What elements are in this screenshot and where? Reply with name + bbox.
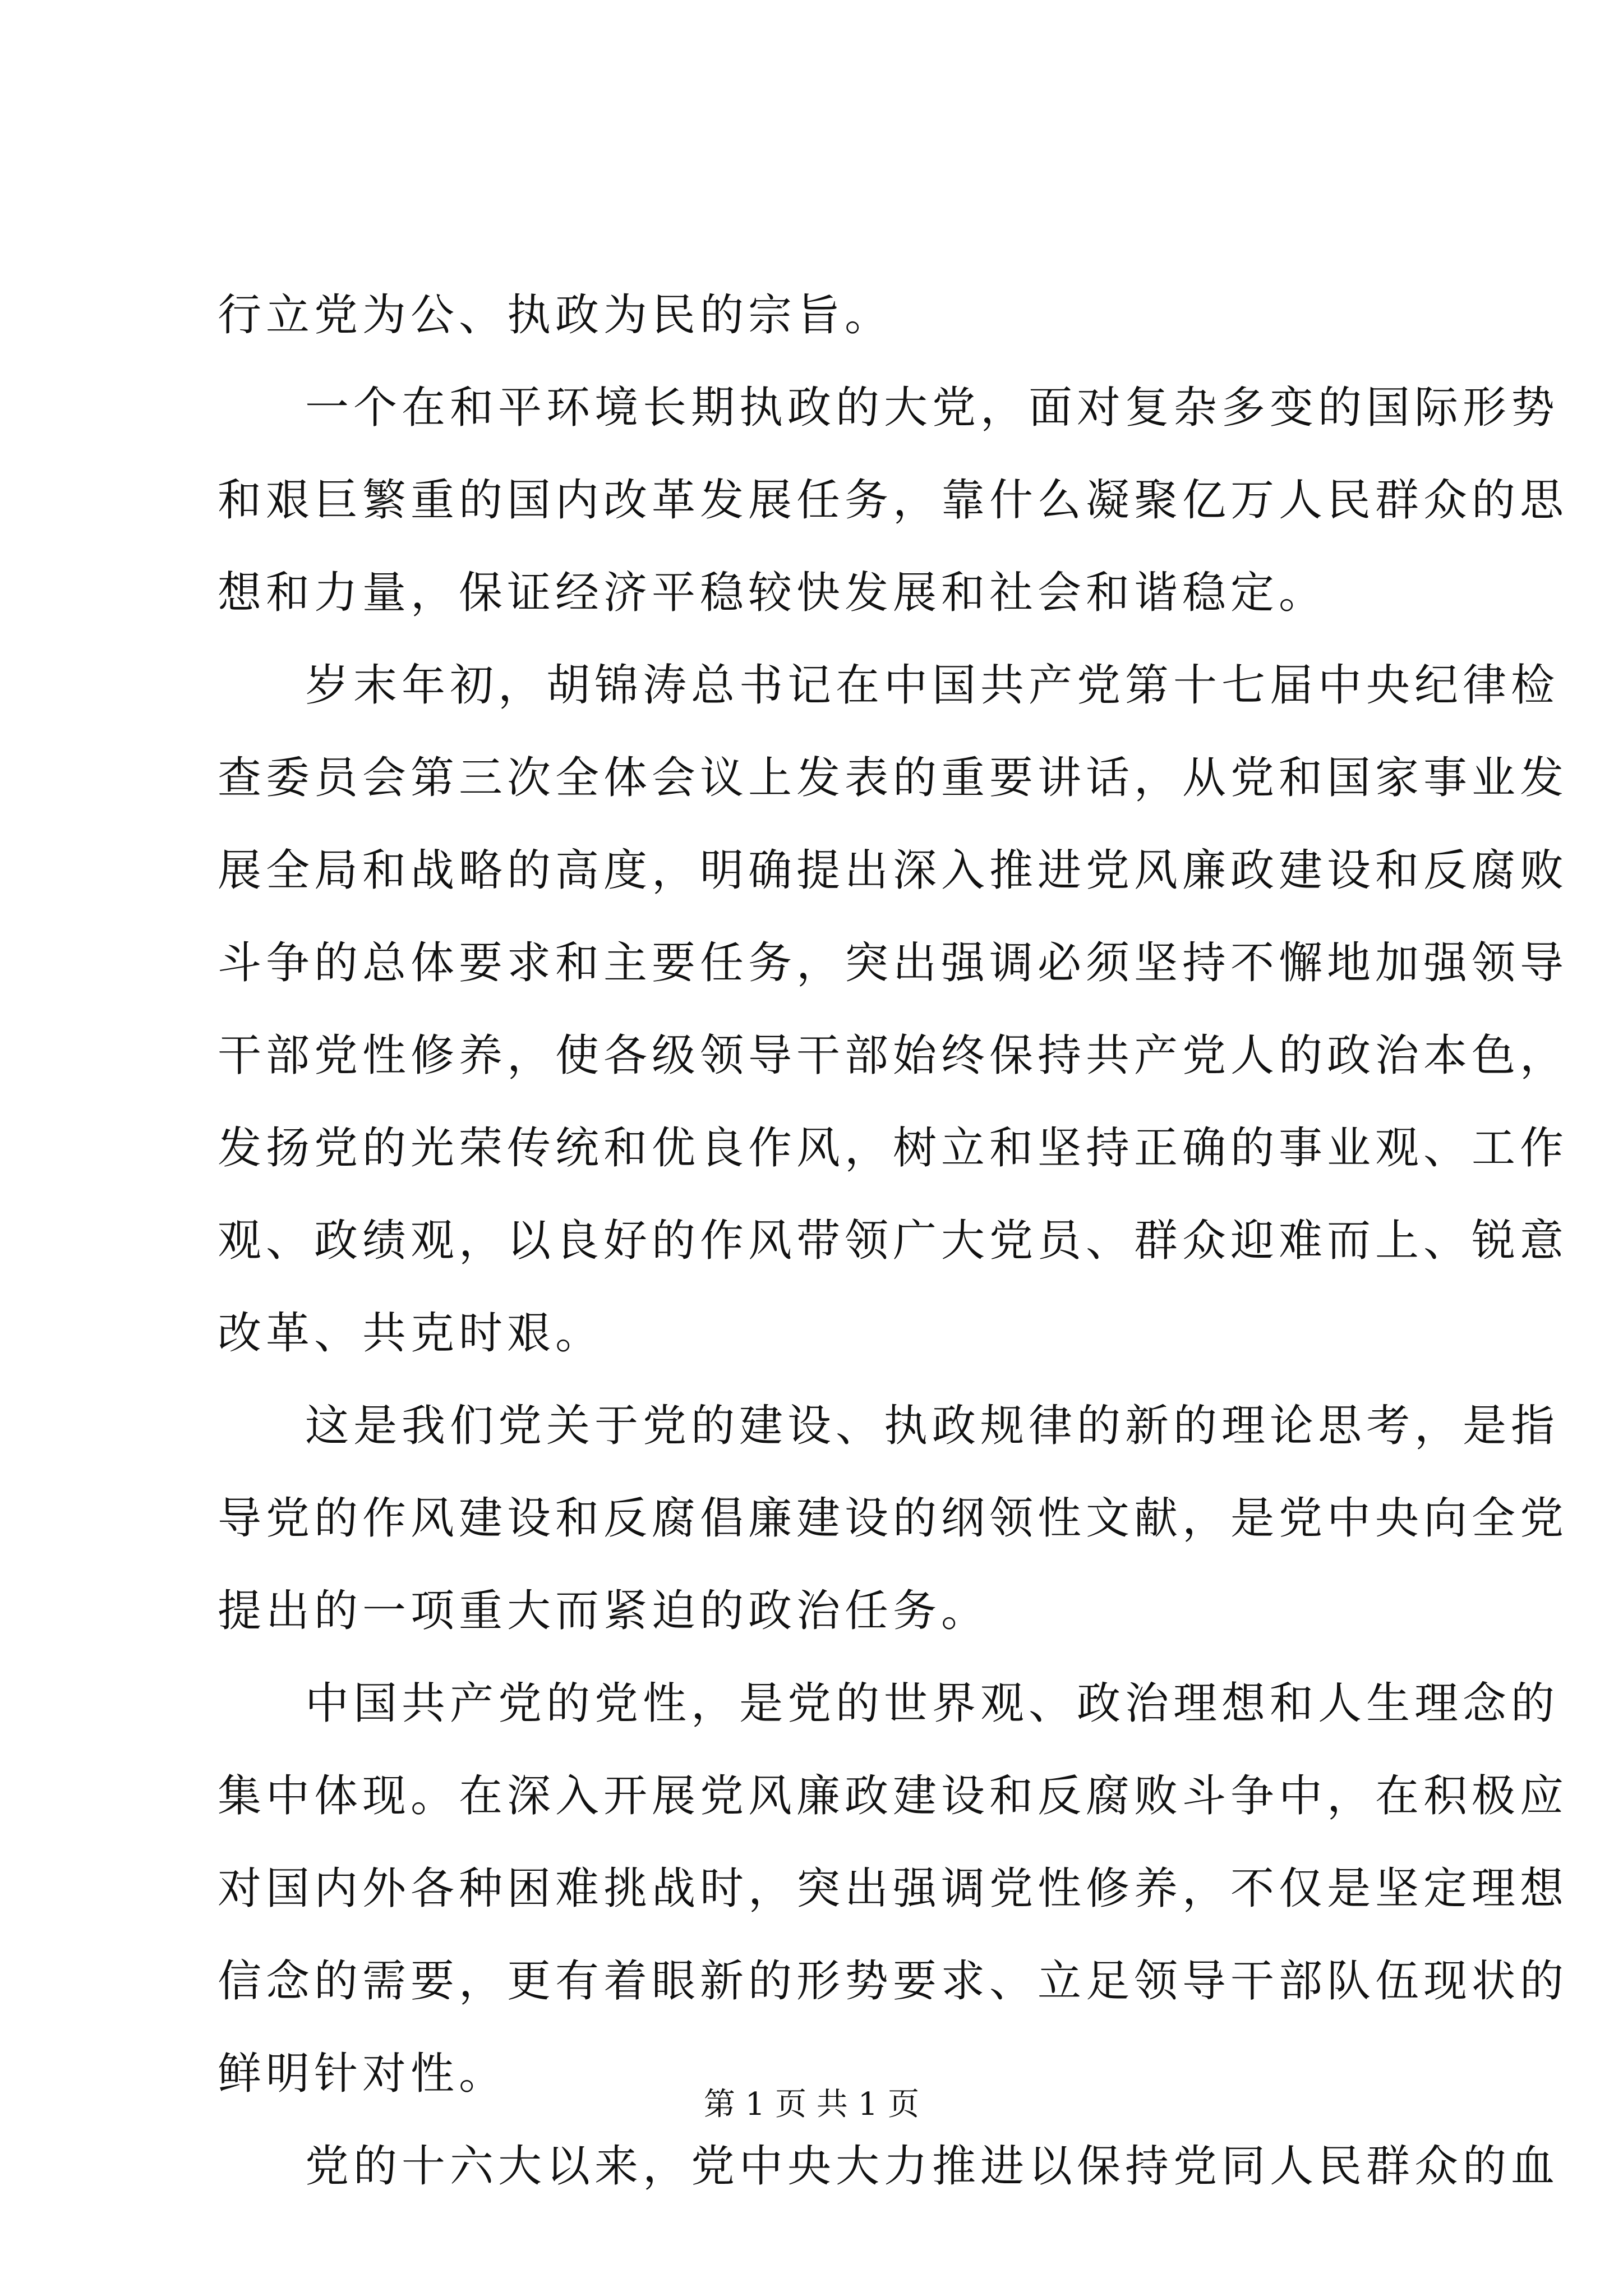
text-line: 党的十六大以来，党中央大力推进以保持党同人民群众的血 (305, 2141, 1560, 2192)
text-line: 改革、共克时艰。 (218, 1308, 604, 1359)
text-line: 导党的作风建设和反腐倡廉建设的纲领性文献，是党中央向全党 (218, 1493, 1569, 1544)
text-line: 对国内外各种困难挑战时，突出强调党性修养，不仅是坚定理想 (218, 1864, 1569, 1914)
text-line: 斗争的总体要求和主要任务，突出强调必须坚持不懈地加强领导 (218, 938, 1569, 988)
text-line: 展全局和战略的高度，明确提出深入推进党风廉政建设和反腐败 (218, 845, 1569, 896)
text-line: 中国共产党的党性，是党的世界观、政治理想和人生理念的 (305, 1678, 1560, 1729)
text-line: 行立党为公、执政为民的宗旨。 (218, 290, 893, 341)
text-line: 发扬党的光荣传统和优良作风，树立和坚持正确的事业观、工作 (218, 1123, 1569, 1174)
text-line: 这是我们党关于党的建设、执政规律的新的理论思考，是指 (305, 1401, 1560, 1451)
text-line: 查委员会第三次全体会议上发表的重要讲话，从党和国家事业发 (218, 753, 1569, 803)
text-line: 想和力量，保证经济平稳较快发展和社会和谐稳定。 (218, 568, 1327, 618)
text-line: 提出的一项重大而紧迫的政治任务。 (218, 1586, 990, 1636)
text-line: 干部党性修养，使各级领导干部始终保持共产党人的政治本色， (218, 1030, 1569, 1081)
text-line: 和艰巨繁重的国内改革发展任务，靠什么凝聚亿万人民群众的思 (218, 475, 1569, 526)
text-line: 鲜明针对性。 (218, 2049, 508, 2099)
text-line: 一个在和平环境长期执政的大党，面对复杂多变的国际形势 (305, 383, 1560, 433)
page-number-footer: 第 1 页 共 1 页 (703, 2086, 920, 2123)
text-line: 岁末年初，胡锦涛总书记在中国共产党第十七届中央纪律检 (305, 660, 1560, 711)
text-line: 信念的需要，更有着眼新的形势要求、立足领导干部队伍现状的 (218, 1956, 1569, 2007)
body-text (218, 269, 1569, 2213)
text-line: 集中体现。在深入开展党风廉政建设和反腐败斗争中，在积极应 (218, 1771, 1569, 1821)
text-line: 观、政绩观，以良好的作风带领广大党员、群众迎难而上、锐意 (218, 1216, 1569, 1266)
